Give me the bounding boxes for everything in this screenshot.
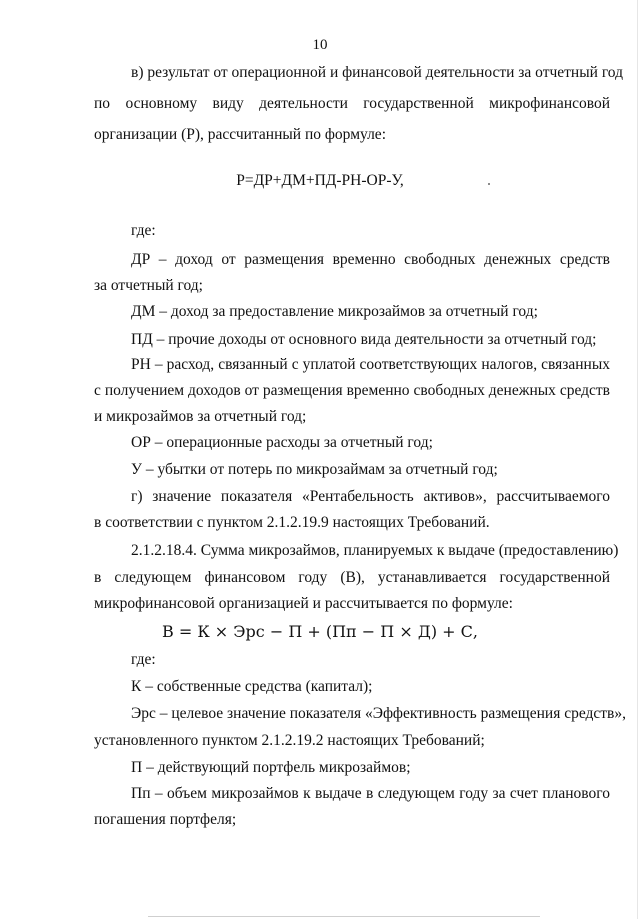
formula-result: Р=ДР+ДМ+ПД-РН-ОР-У, [236, 172, 404, 189]
paragraph-v-line-3: организации (Р), рассчитанный по формуле: [94, 126, 386, 143]
clause-2-1-2-18-4-line-2: в следующем финансовом году (В), устанавливается государственной [94, 569, 610, 586]
definition-pp-line-1: Пп – объем микрозаймов к выдаче в следующем году за счет планового [131, 785, 610, 802]
paragraph-v-line-1: в) результат от операционной и финансовой деятельности за отчетный год [131, 64, 623, 81]
scan-right-edge [637, 0, 638, 919]
paragraph-g-line-2: в соответствии с пунктом 2.1.2.19.9 настоящих Требований. [94, 514, 490, 531]
definition-ers-line-2: установленного пунктом 2.1.2.19.2 настоящих Требований; [94, 732, 485, 749]
definition-dr-line-1: ДР – доход от размещения временно свободных денежных средств [131, 251, 610, 268]
where-label-1: где: [131, 222, 156, 239]
paragraph-g-line-1: г) значение показателя «Рентабельность активов», рассчитываемого [131, 488, 610, 505]
where-label-2: где: [131, 651, 156, 668]
definition-or: ОР – операционные расходы за отчетный год; [131, 434, 433, 451]
definition-u: У – убытки от потерь по микрозаймам за отчетный год; [131, 461, 498, 478]
definition-dm: ДМ – доход за предоставление микрозаймов за отчетный год; [131, 303, 538, 320]
scan-bottom-edge [148, 916, 540, 917]
clause-2-1-2-18-4-line-3: микрофинансовой организацией и рассчитывается по формуле: [94, 595, 513, 612]
definition-dr-line-2: за отчетный год; [94, 277, 203, 294]
paragraph-v-line-2: по основному виду деятельности государственной микрофинансовой [94, 95, 610, 112]
definition-k: К – собственные средства (капитал); [131, 678, 373, 695]
scan-speck [488, 183, 490, 185]
definition-rn-line-1: РН – расход, связанный с уплатой соответствующих налогов, связанных [131, 356, 610, 373]
definition-rn-line-2: с получением доходов от размещения временно свободных денежных средств [94, 382, 610, 399]
formula-loans: В = К × Эрс − П + (Пп − П × Д) + С, [162, 622, 478, 641]
definition-p: П – действующий портфель микрозаймов; [131, 759, 411, 776]
page-number: 10 [312, 37, 328, 53]
definition-pp-line-2: погашения портфеля; [94, 811, 237, 828]
definition-rn-line-3: и микрозаймов за отчетный год; [94, 408, 307, 425]
definition-pd: ПД – прочие доходы от основного вида деятельности за отчетный год; [131, 331, 597, 348]
definition-ers-line-1: Эрс – целевое значение показателя «Эффективность размещения средств», [131, 705, 626, 722]
clause-2-1-2-18-4-line-1: 2.1.2.18.4. Сумма микрозаймов, планируемых к выдаче (предоставлению) [131, 542, 619, 559]
